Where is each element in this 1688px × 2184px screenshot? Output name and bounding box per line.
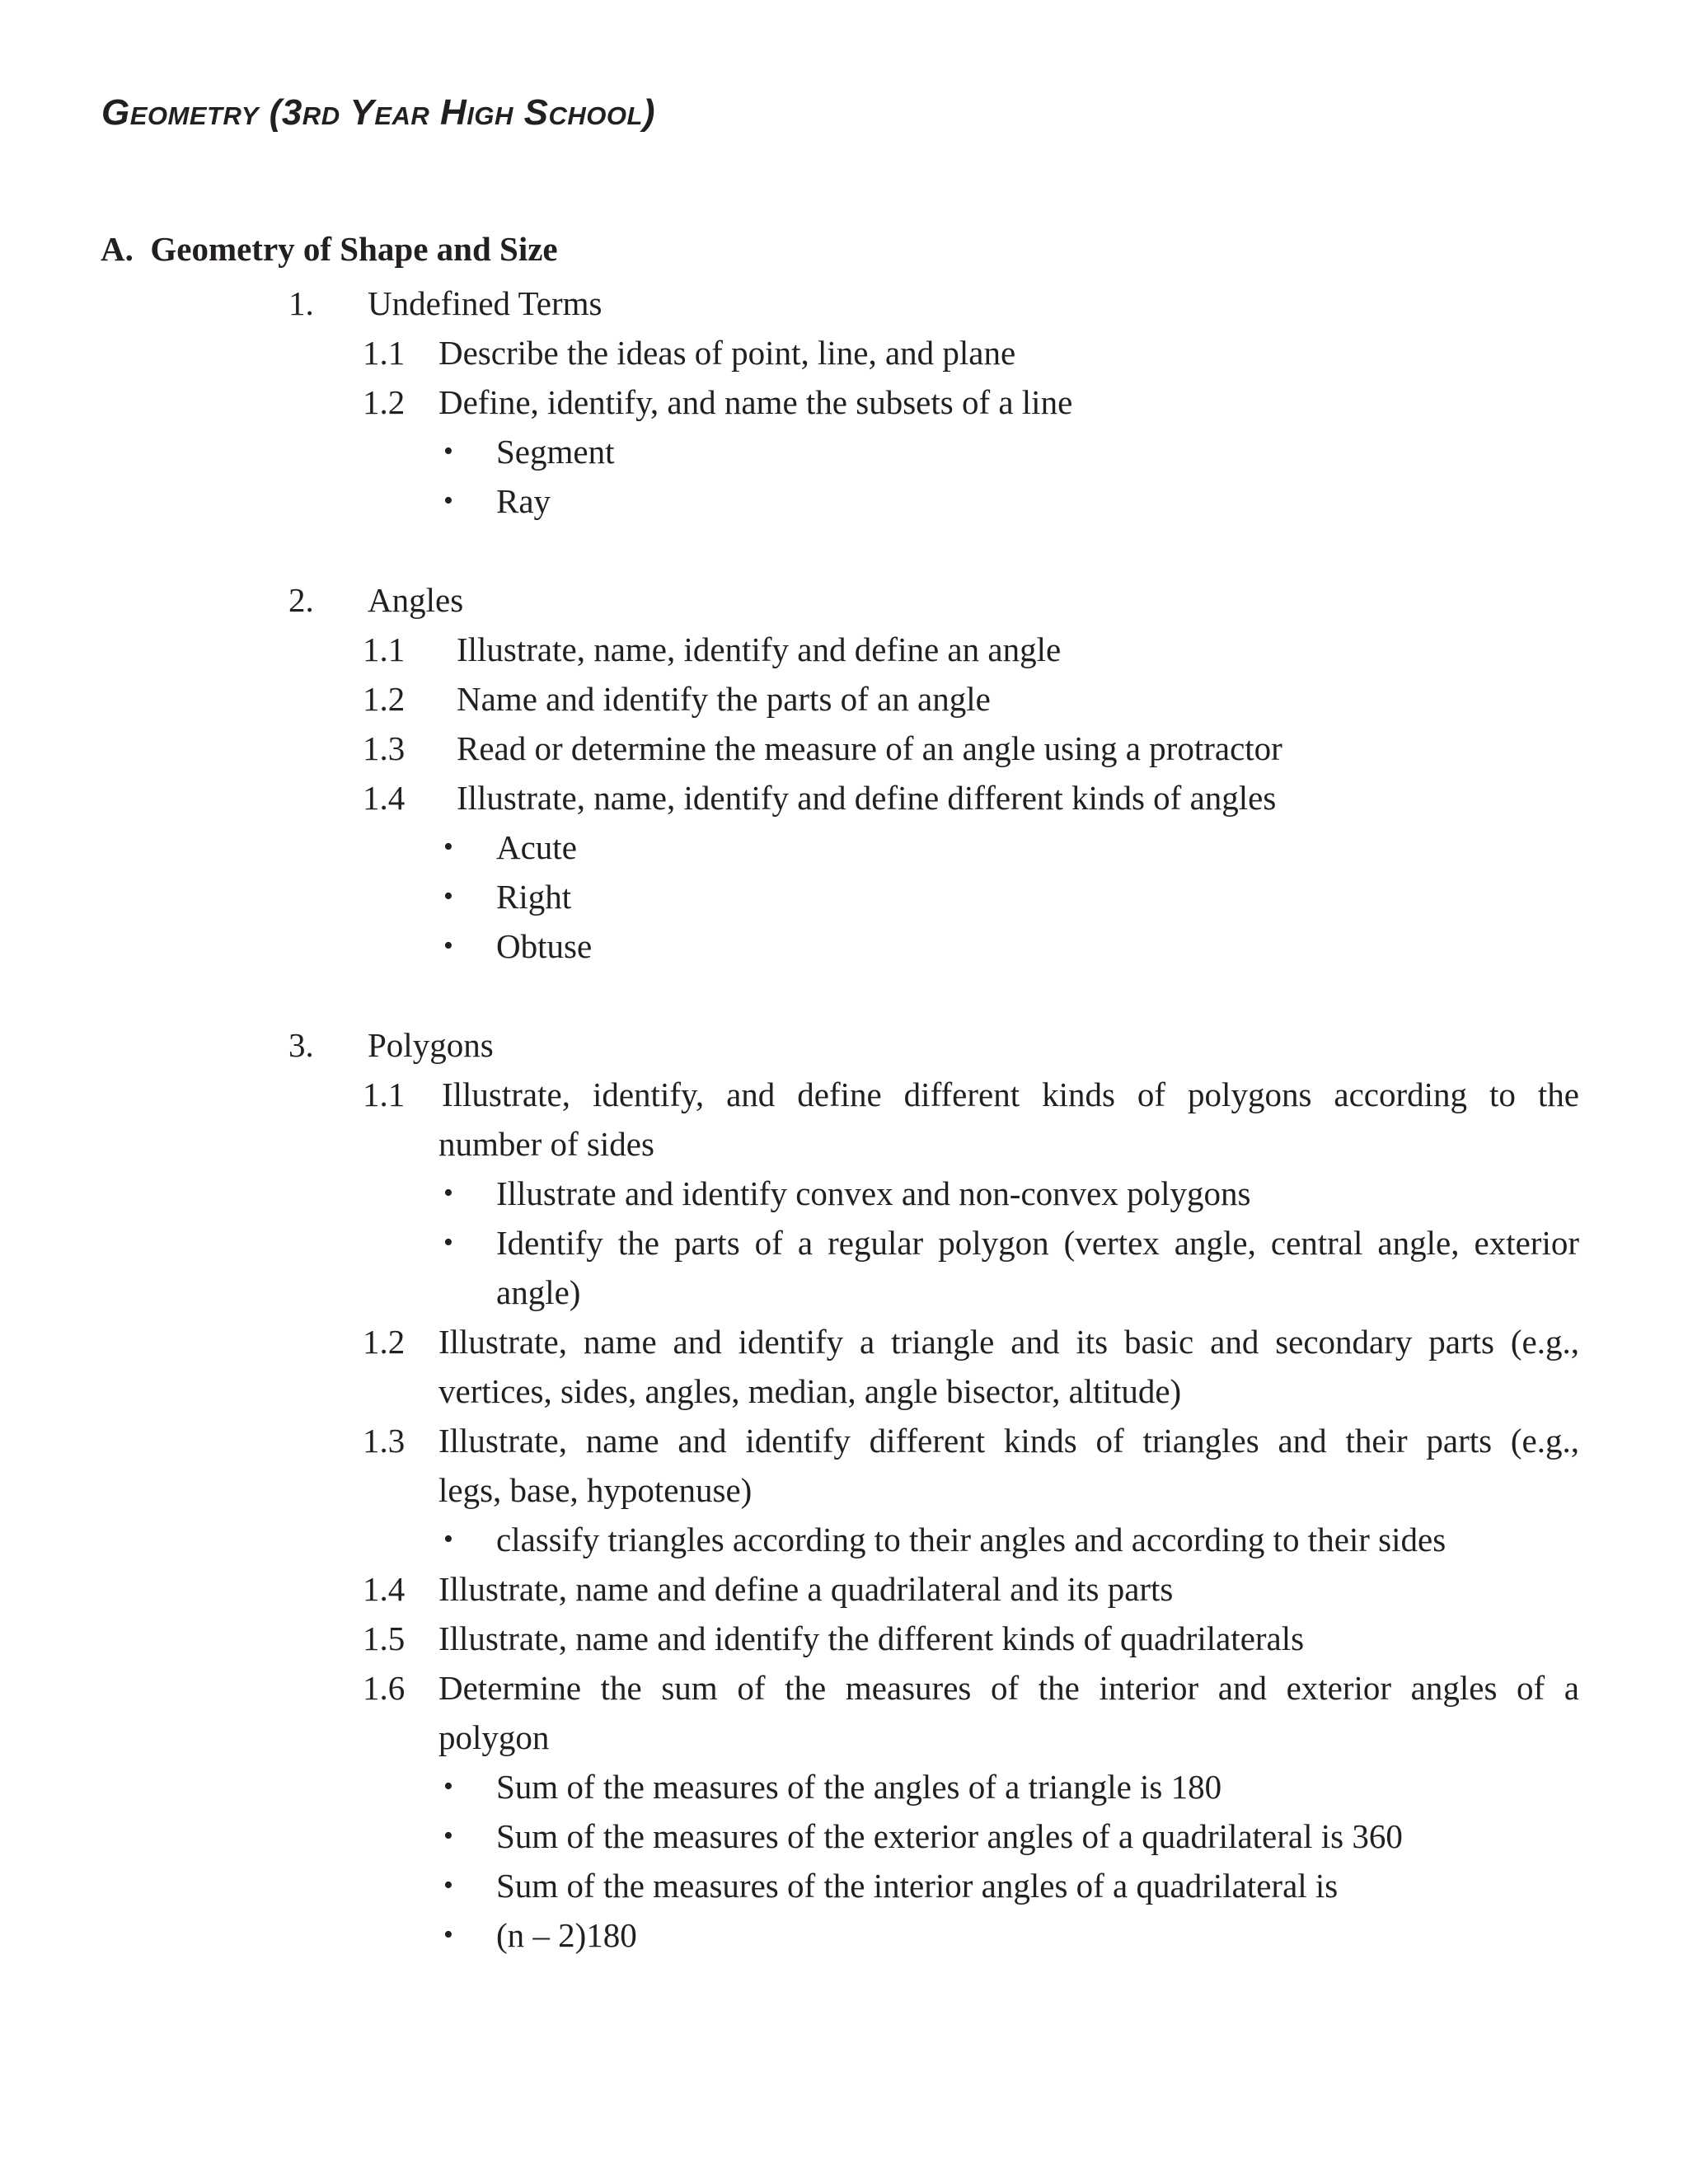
topic-title: Angles	[368, 581, 464, 619]
topic-number: 3.	[288, 1026, 314, 1064]
section-letter: A.	[101, 230, 134, 268]
bullet-icon: •	[443, 1870, 453, 1900]
item-number: 1.2	[363, 1323, 406, 1361]
bullet-icon: •	[443, 436, 453, 466]
bullet-icon: •	[443, 1524, 453, 1554]
item-number: 1.1	[363, 334, 406, 372]
item-text: Illustrate, name, identify and define an angle	[457, 630, 1062, 668]
item-text: Illustrate, name and define a quadrilateral and its parts	[438, 1570, 1174, 1608]
item-number: 1.3	[363, 1422, 406, 1460]
item-text: Illustrate, name, identify and define different kinds of angles	[457, 779, 1277, 817]
bullet-text: classify triangles according to their angles and according to their sides	[496, 1521, 1447, 1558]
bullet-icon: •	[443, 1178, 453, 1208]
bullet-text: Identify the parts of a regular polygon (vertex angle, central angle, exterior	[496, 1224, 1579, 1262]
page-title: Geometry (3rd Year High School)	[101, 92, 656, 133]
bullet-text: Illustrate and identify convex and non-convex polygons	[496, 1174, 1251, 1212]
bullet-text: Acute	[496, 828, 577, 866]
item-number: 1.6	[363, 1669, 406, 1707]
bullet-icon: •	[443, 832, 453, 862]
item-number: 1.5	[363, 1619, 406, 1657]
topic-title: Polygons	[368, 1026, 494, 1064]
bullet-icon: •	[443, 881, 453, 912]
item-text-continued: number of sides	[438, 1125, 654, 1163]
bullet-text: Segment	[496, 433, 615, 471]
item-text: Illustrate, name and identify the different kinds of quadrilaterals	[438, 1619, 1305, 1657]
bullet-icon: •	[443, 1227, 453, 1258]
item-text-continued: legs, base, hypotenuse)	[438, 1471, 753, 1509]
item-number: 1.2	[363, 383, 406, 421]
item-text: Define, identify, and name the subsets of a line	[438, 383, 1073, 421]
bullet-text: (n – 2)180	[496, 1916, 637, 1954]
item-number: 1.3	[363, 729, 406, 767]
item-number: 1.2	[363, 680, 406, 718]
item-number: 1.4	[363, 779, 406, 817]
bullet-icon: •	[443, 930, 453, 961]
item-text: Describe the ideas of point, line, and plane	[438, 334, 1016, 372]
bullet-text: Sum of the measures of the angles of a triangle is 180	[496, 1768, 1222, 1806]
section-title: Geometry of Shape and Size	[150, 230, 558, 268]
bullet-icon: •	[443, 1771, 453, 1802]
item-text-continued: polygon	[438, 1718, 550, 1756]
item-text-continued: vertices, sides, angles, median, angle bisector, altitude)	[438, 1372, 1182, 1410]
bullet-text: Ray	[496, 482, 551, 520]
topic-number: 1.	[288, 284, 314, 322]
item-text: Name and identify the parts of an angle	[457, 680, 991, 718]
section-heading	[101, 229, 558, 269]
bullet-text: Sum of the measures of the exterior angles of a quadrilateral is 360	[496, 1817, 1403, 1855]
bullet-text: Right	[496, 878, 572, 916]
item-text: Determine the sum of the measures of the interior and exterior angles of a	[438, 1669, 1579, 1707]
topic-title: Undefined Terms	[368, 284, 603, 322]
item-number: 1.1	[363, 1076, 406, 1113]
bullet-icon: •	[443, 1919, 453, 1950]
bullet-text: Obtuse	[496, 927, 593, 965]
item-text: Read or determine the measure of an angle using a protractor	[457, 729, 1282, 767]
item-text: Illustrate, name and identify a triangle and its basic and secondary parts (e.g.,	[438, 1323, 1579, 1361]
item-number: 1.1	[363, 630, 406, 668]
bullet-icon: •	[443, 485, 453, 516]
item-number: 1.4	[363, 1570, 406, 1608]
bullet-text: Sum of the measures of the interior angles of a quadrilateral is	[496, 1867, 1339, 1905]
bullet-icon: •	[443, 1821, 453, 1851]
topic-number: 2.	[288, 581, 314, 619]
item-text: Illustrate, identify, and define different kinds of polygons according to the	[442, 1076, 1579, 1113]
bullet-text-continued: angle)	[496, 1273, 581, 1311]
item-text: Illustrate, name and identify different kinds of triangles and their parts (e.g.,	[438, 1422, 1579, 1460]
